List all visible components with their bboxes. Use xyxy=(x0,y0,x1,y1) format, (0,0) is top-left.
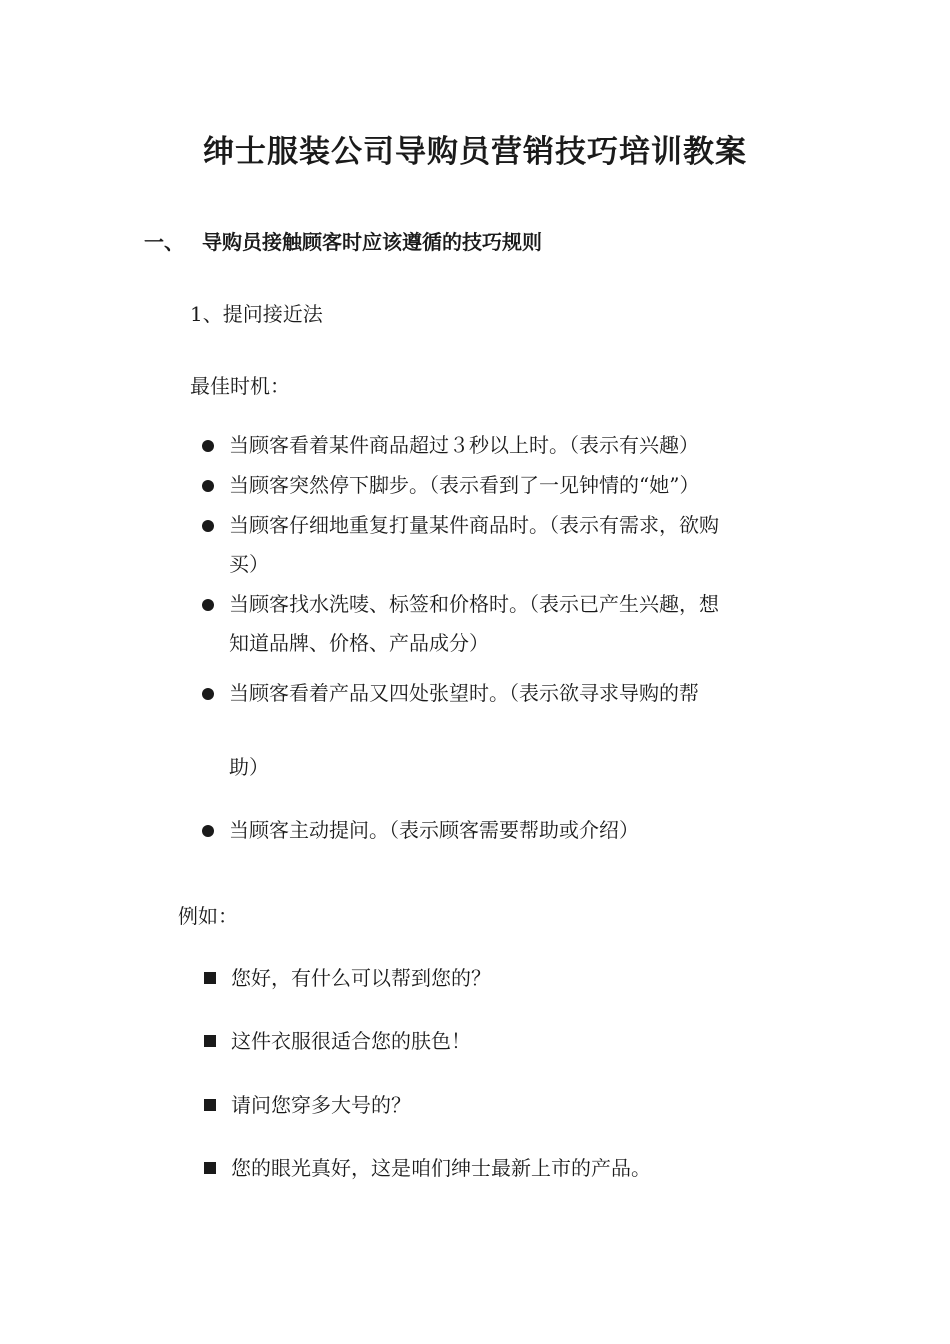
list-item-text-continued: 助） xyxy=(229,755,269,779)
square-bullet-icon xyxy=(204,972,216,984)
list-item-text-continued: 知道品牌、价格、产品成分） xyxy=(229,631,489,655)
bullet-dot-icon xyxy=(202,825,214,837)
list-item-text: 当顾客找水洗唛、标签和价格时。（表示已产生兴趣，想 xyxy=(229,592,719,616)
list-item xyxy=(202,426,802,465)
example-item xyxy=(204,1152,651,1184)
list-item xyxy=(202,585,802,663)
list-item-text: 当顾客看着某件商品超过３秒以上时。（表示有兴趣） xyxy=(229,433,699,457)
list-item-text: 当顾客仔细地重复打量某件商品时。（表示有需求，欲购 xyxy=(229,513,719,537)
example-text: 请问您穿多大号的？ xyxy=(231,1093,411,1117)
subsection-heading: 1、提问接近法 xyxy=(190,302,323,326)
bullet-dot-icon xyxy=(202,520,214,532)
document-title: 绅士服装公司导购员营销技巧培训教案 xyxy=(203,134,747,170)
list-item-text-continued: 买） xyxy=(229,552,269,576)
example-text: 您的眼光真好，这是咱们绅士最新上市的产品。 xyxy=(231,1156,651,1180)
list-item xyxy=(202,674,802,713)
example-item xyxy=(204,1089,411,1121)
bullet-dot-icon xyxy=(202,440,214,452)
list-item-continuation xyxy=(202,748,802,787)
bullet-dot-icon xyxy=(202,480,214,492)
list-item-text: 当顾客看着产品又四处张望时。（表示欲寻求导购的帮 xyxy=(229,681,699,705)
example-label: 例如： xyxy=(178,904,238,928)
list-item xyxy=(202,506,802,584)
square-bullet-icon xyxy=(204,1162,216,1174)
section-title: 导购员接触顾客时应该遵循的技巧规则 xyxy=(202,230,542,254)
list-item-text: 当顾客主动提问。（表示顾客需要帮助或介绍） xyxy=(229,818,639,842)
list-item xyxy=(202,466,802,505)
square-bullet-icon xyxy=(204,1099,216,1111)
list-item-text: 当顾客突然停下脚步。（表示看到了一见钟情的“她”） xyxy=(229,473,700,497)
timing-label: 最佳时机： xyxy=(190,374,290,398)
bullet-dot-icon xyxy=(202,688,214,700)
list-item xyxy=(202,811,802,850)
section-number: 一、 xyxy=(144,230,184,254)
example-item xyxy=(204,1025,471,1057)
square-bullet-icon xyxy=(204,1035,216,1047)
example-item xyxy=(204,962,491,994)
example-text: 您好，有什么可以帮到您的？ xyxy=(231,966,491,990)
bullet-dot-icon xyxy=(202,599,214,611)
example-text: 这件衣服很适合您的肤色！ xyxy=(231,1029,471,1053)
